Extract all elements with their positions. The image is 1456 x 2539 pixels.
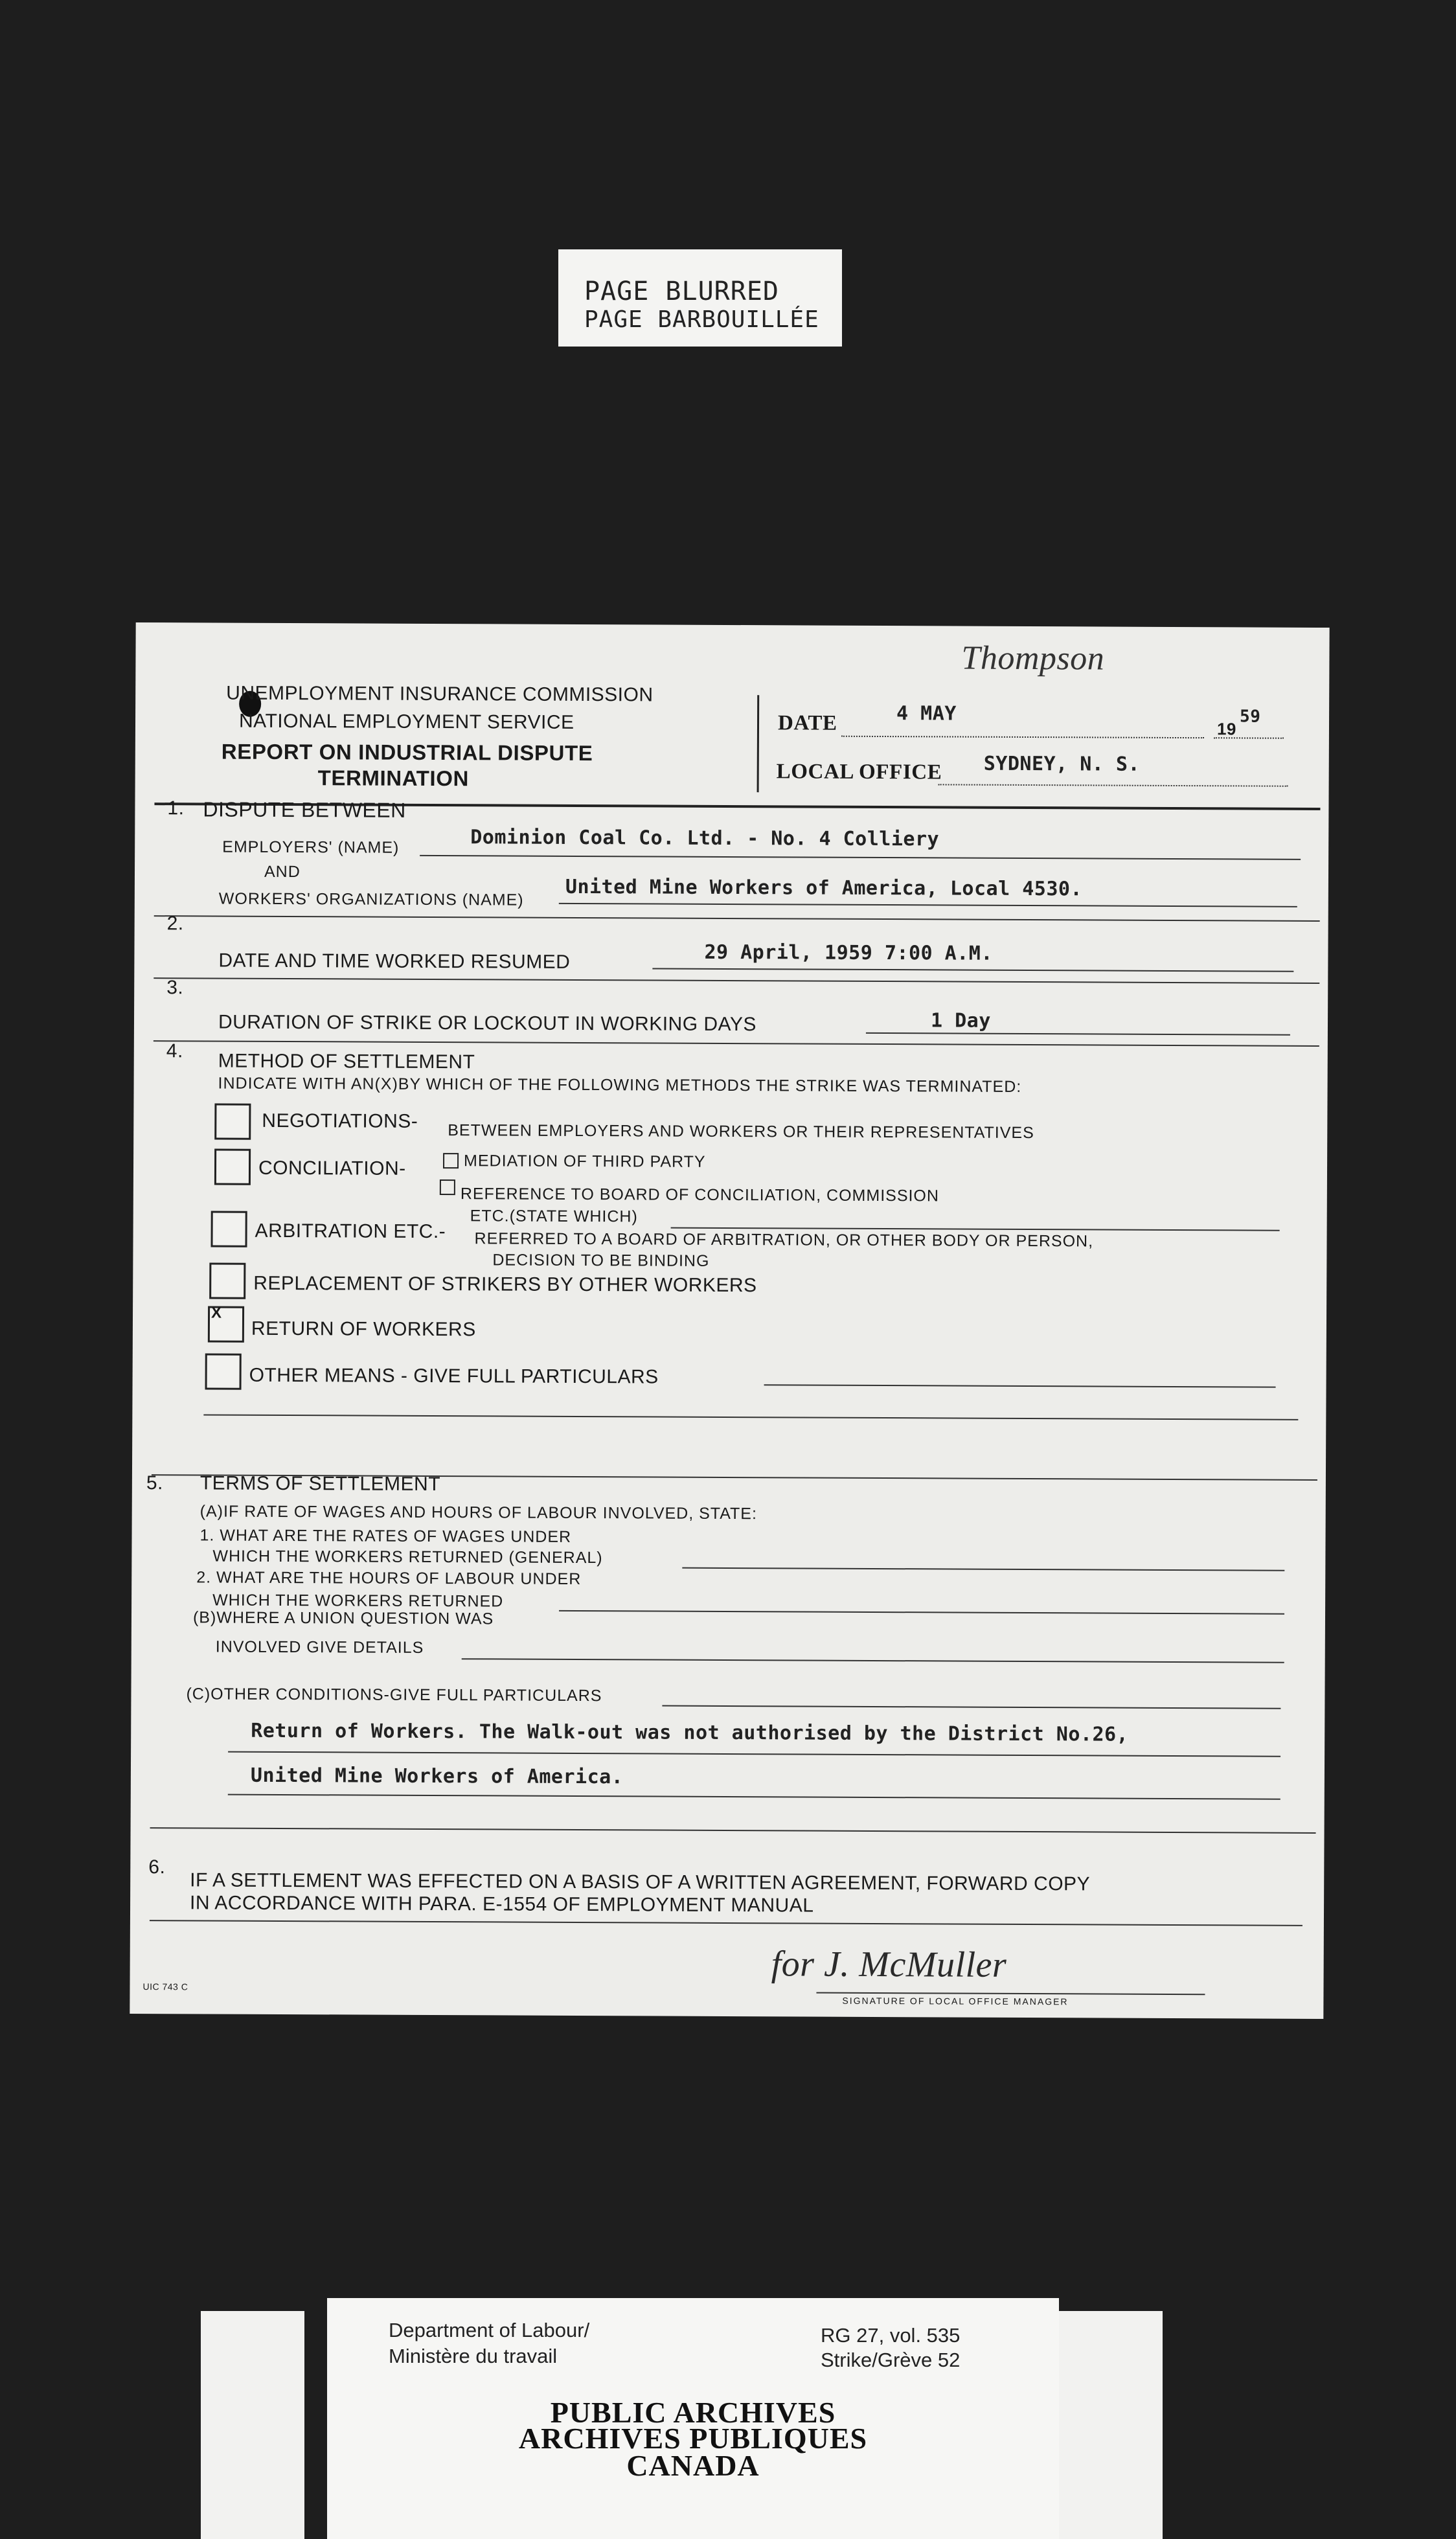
year-prefix: 19 — [1216, 719, 1236, 739]
conciliation-label: CONCILIATION- — [258, 1157, 406, 1179]
section-5-rule — [150, 1827, 1316, 1834]
other-conditions-value-1: Return of Workers. The Walk-out was not authorised by the District No.26, — [251, 1719, 1129, 1746]
commission-name: UNEMPLOYMENT INSURANCE COMMISSION — [226, 682, 654, 706]
section-3-label: DURATION OF STRIKE OR LOCKOUT IN WORKING DAYS — [218, 1011, 756, 1036]
section-2-number: 2. — [166, 913, 184, 935]
return-label: RETURN OF WORKERS — [251, 1317, 476, 1341]
section-6-number: 6. — [148, 1856, 166, 1878]
section-6-rule — [150, 1920, 1302, 1926]
handwritten-name: Thompson — [961, 639, 1105, 677]
return-check-mark: X — [210, 1304, 222, 1322]
signature-line — [816, 1992, 1205, 1996]
archives-name-fr: ARCHIVES PUBLIQUES — [518, 2422, 868, 2455]
mediation-label: MEDIATION OF THIRD PARTY — [464, 1152, 706, 1171]
union-line — [462, 1658, 1284, 1663]
workers-org-label: WORKERS' ORGANIZATIONS (NAME) — [218, 889, 524, 909]
local-office-line — [938, 784, 1288, 786]
mediation-checkbox[interactable] — [443, 1153, 459, 1168]
form-code: UIC 743 C — [142, 1981, 188, 1992]
other-means-line-2 — [203, 1414, 1298, 1420]
department-fr: Ministère du travail — [389, 2345, 558, 2367]
section-1-label: DISPUTE BETWEEN — [203, 797, 406, 822]
employers-line — [420, 855, 1301, 860]
etc-state-label: ETC.(STATE WHICH) — [470, 1207, 638, 1226]
duration-line — [866, 1032, 1290, 1036]
resumed-line — [652, 968, 1293, 972]
conciliation-checkbox[interactable] — [214, 1149, 251, 1185]
section-5-label: TERMS OF SETTLEMENT — [199, 1472, 441, 1496]
other-means-checkbox[interactable] — [205, 1353, 242, 1389]
replacement-label: REPLACEMENT OF STRIKERS BY OTHER WORKERS — [253, 1272, 757, 1297]
reference-checkbox[interactable] — [440, 1179, 455, 1195]
replacement-checkbox[interactable] — [209, 1262, 245, 1299]
and-label: AND — [264, 862, 301, 882]
other-means-label: OTHER MEANS - GIVE FULL PARTICULARS — [249, 1364, 659, 1388]
record-group-ref: RG 27, vol. 535 — [821, 2324, 961, 2347]
archives-name-en: PUBLIC ARCHIVES — [550, 2396, 836, 2429]
archive-label — [327, 2298, 1059, 2539]
section-1-number: 1. — [167, 797, 185, 819]
wages-hours-heading: (A)IF RATE OF WAGES AND HOURS OF LABOUR INVOLVED, STATE: — [199, 1502, 758, 1523]
method-instruction: INDICATE WITH AN(X)BY WHICH OF THE FOLLOWING METHODS THE STRIKE WAS TERMINATED: — [218, 1074, 1022, 1096]
department-en: Department of Labour/ — [389, 2319, 590, 2341]
arbitration-desc2: DECISION TO BE BINDING — [492, 1251, 710, 1270]
negotiations-checkbox[interactable] — [214, 1104, 251, 1140]
service-name: NATIONAL EMPLOYMENT SERVICE — [238, 710, 574, 733]
other-conditions-value-2: United Mine Workers of America. — [250, 1764, 624, 1789]
footer-tab-left — [201, 2311, 304, 2539]
page-blurred-label — [558, 249, 842, 347]
duration-value: 1 Day — [930, 1009, 991, 1032]
workers-org-line — [559, 903, 1297, 907]
union-question: (B)WHERE A UNION QUESTION WAS — [192, 1608, 494, 1628]
date-line — [841, 736, 1204, 738]
form-title-line2: TERMINATION — [317, 766, 470, 791]
date-label: DATE — [777, 711, 837, 735]
strike-ref: Strike/Grève 52 — [821, 2349, 961, 2371]
wages-question-1b: WHICH THE WORKERS RETURNED (GENERAL) — [212, 1547, 603, 1567]
other-conditions-line — [662, 1705, 1280, 1709]
section-5-number: 5. — [146, 1472, 164, 1494]
local-office-value: SYDNEY, N. S. — [983, 752, 1141, 776]
conditions-line-3 — [228, 1794, 1280, 1800]
date-value: 4 MAY — [896, 702, 957, 725]
arbitration-label: ARBITRATION ETC.- — [255, 1220, 446, 1243]
employers-value: Dominion Coal Co. Ltd. - No. 4 Colliery — [470, 826, 940, 851]
employers-label: EMPLOYERS' (NAME) — [222, 837, 400, 857]
local-office-label: LOCAL OFFICE — [776, 760, 942, 784]
section-2-rule — [154, 977, 1319, 984]
header-divider — [757, 695, 760, 792]
section-6-line1: IF A SETTLEMENT WAS EFFECTED ON A BASIS OF A WRITTEN AGREEMENT, FORWARD COPY — [190, 1869, 1091, 1895]
arbitration-checkbox[interactable] — [210, 1211, 247, 1247]
return-checkbox[interactable] — [208, 1306, 244, 1342]
resumed-value: 29 April, 1959 7:00 A.M. — [704, 940, 994, 965]
other-means-line — [764, 1384, 1276, 1387]
section-4-number: 4. — [166, 1040, 183, 1062]
workers-org-value: United Mine Workers of America, Local 4530. — [565, 875, 1083, 901]
hours-question-2b: WHICH THE WORKERS RETURNED — [212, 1591, 504, 1611]
section-2-label: DATE AND TIME WORKED RESUMED — [218, 950, 571, 973]
negotiations-desc: BETWEEN EMPLOYERS AND WORKERS OR THEIR REPRESENTATIVES — [448, 1121, 1034, 1143]
section-6-line2: IN ACCORDANCE WITH PARA. E-1554 OF EMPLOYMENT MANUAL — [189, 1892, 814, 1917]
section-3-number: 3. — [166, 977, 184, 999]
union-details-label: INVOLVED GIVE DETAILS — [215, 1637, 424, 1657]
section-1-rule — [154, 915, 1320, 922]
blurred-label-fr: PAGE BARBOUILLÉE — [584, 306, 819, 333]
wages-line — [682, 1567, 1284, 1571]
section-3-rule — [154, 1040, 1319, 1047]
manager-signature: for J. McMuller — [771, 1944, 1007, 1985]
other-conditions-label: (C)OTHER CONDITIONS-GIVE FULL PARTICULARS — [186, 1685, 602, 1705]
blurred-label-en: PAGE BLURRED — [584, 277, 779, 306]
signature-label: SIGNATURE OF LOCAL OFFICE MANAGER — [842, 1995, 1069, 2007]
hours-line — [559, 1610, 1284, 1615]
arbitration-desc1: REFERRED TO A BOARD OF ARBITRATION, OR OTHER BODY OR PERSON, — [474, 1229, 1094, 1251]
negotiations-label: NEGOTIATIONS- — [262, 1110, 418, 1132]
dispute-termination-form — [130, 622, 1329, 2019]
section-4-label: METHOD OF SETTLEMENT — [218, 1050, 475, 1073]
hours-question-2: 2. WHAT ARE THE HOURS OF LABOUR UNDER — [196, 1568, 582, 1589]
footer-tab-right — [1059, 2311, 1163, 2539]
archives-country: CANADA — [626, 2449, 760, 2482]
reference-label: REFERENCE TO BOARD OF CONCILIATION, COMMISSION — [460, 1185, 940, 1205]
year-value: 59 — [1240, 707, 1261, 727]
wages-question-1: 1. WHAT ARE THE RATES OF WAGES UNDER — [199, 1526, 572, 1546]
form-title-line1: REPORT ON INDUSTRIAL DISPUTE — [221, 739, 593, 766]
conditions-line-2 — [228, 1751, 1280, 1757]
